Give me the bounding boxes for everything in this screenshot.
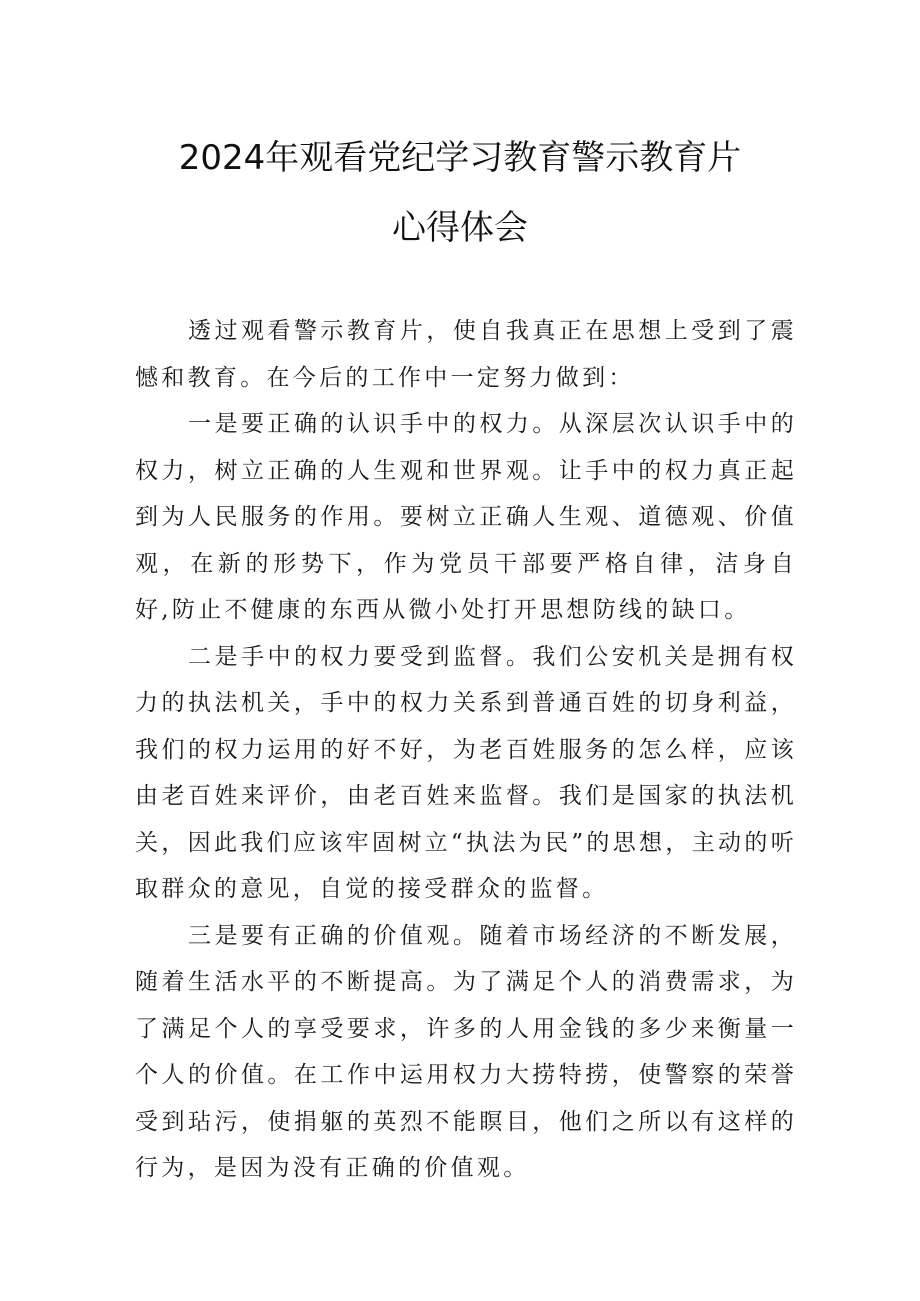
paragraph-point-2: 二是手中的权力要受到监督。我们公安机关是拥有权力的执法机关，手中的权力关系到普通百姓的切身利益，我们的权力运用的好不好，为老百姓服务的怎么样，应该由老百姓来评价，由老百姓来监督。我们是国家的执法机关，因此我们应该牢固树立“执法为民”的思想，主动的听取群众的意见，自觉的接受群众的监督。 [135,643,797,902]
paragraph-point-1: 一是要正确的认识手中的权力。从深层次认识手中的权力，树立正确的人生观和世界观。让手中的权力真正起到为人民服务的作用。要树立正确人生观、道德观、价值观，在新的形势下，作为党员干部要严格自律，洁身自好,防止不健康的东西从微小处打开思想防线的缺口。 [135,411,797,623]
paragraph-intro: 透过观看警示教育片，使自我真正在思想上受到了震憾和教育。在今后的工作中一定努力做到： [135,318,797,391]
document-title-line-2: 心得体会 [392,208,528,248]
document-body [135,308,797,1192]
document-title-line-1: 2024年观看党纪学习教育警示教育片 [178,138,742,178]
paragraph-point-3: 三是要有正确的价值观。随着市场经济的不断发展，随着生活水平的不断提高。为了满足个人的消费需求，为了满足个人的享受要求，许多的人用金钱的多少来衡量一个人的价值。在工作中运用权力大捞特捞，使警察的荣誉受到玷污，使捐躯的英烈不能瞑目，他们之所以有这样的行为，是因为没有正确的价值观。 [135,922,797,1181]
